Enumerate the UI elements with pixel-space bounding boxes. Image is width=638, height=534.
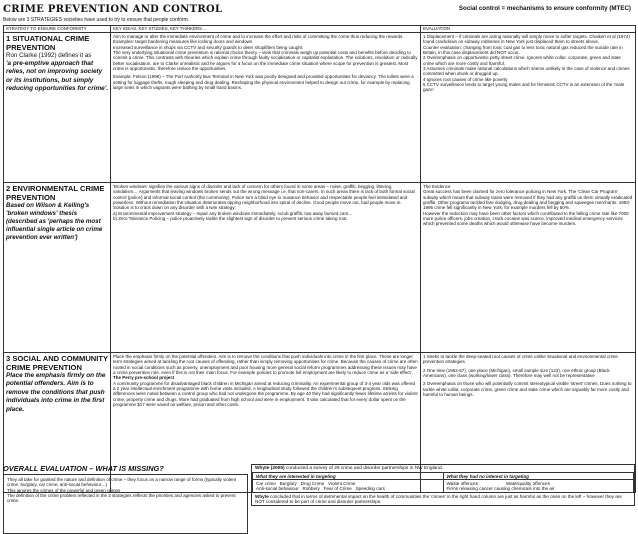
key-idea-paragraph: a) Environmental improvement strategy – repair any broken windows immediately, scrub graffiti, tow away burned cars… <box>113 210 353 216</box>
strategy-quote: Place the emphasis firmly on the potential offenders. Aim is to remove the conditions that push individuals into crime in the first place. <box>6 372 106 413</box>
evaluation-paragraph: 2 Overemphasis on opportunistic petty street crime. Ignores white collar, corporate, green and state crime which are more costly and harmful. <box>423 55 621 66</box>
evaluation-paragraph: 1 Displacement – if criminals are acting rationally will simply move to softer targets. Chaiken et al (1974) found crackdown on subway robberies in New York just displaced them to streets above. <box>423 34 630 45</box>
whyte-right-line: Waste offences Waterquality offences <box>446 480 550 486</box>
whyte-intro-text: conducted a survey of 26 crime and disorder partnerships in NW England. <box>284 466 443 471</box>
evaluation-paragraph: The Evidence <box>423 184 451 189</box>
whyte-conclusion-text: concluded that in terms of detrimental impact on the health of communities the 'crimes' in the right hand column are just as harmful as the ones on the left – however they are NOT considered to be part of crime and disorder partnerships. <box>255 493 622 505</box>
key-ideas-cell <box>111 183 421 353</box>
strategy-name: 3 SOCIAL AND COMMUNITY CRIME PREVENTION <box>6 354 108 372</box>
evaluation-paragraph: 5 CCTV surveillance tends to target young males and for feminists CCTV is an extension of the 'male gaze'. <box>423 82 625 93</box>
whyte-intro-author: Whyte (2005) <box>255 466 285 471</box>
key-idea-paragraph: Examples: target hardening measures like locking doors and windows <box>113 39 253 45</box>
key-idea-paragraph: b) Zero Tolerance Policing – police proactively tackle the slightest sign of disorder to prevent serious crime taking root. <box>113 216 348 222</box>
page-header <box>3 4 635 16</box>
overall-paragraph: They all take for granted the nature and definition of crime – they focus on a narrow range of forms (typically violent crime, burglary, car crime, anti-social behaviour…) <box>7 477 237 488</box>
column-header-strategy: STRATEGY TO ENSURE CONFORMITY <box>4 26 111 33</box>
whyte-left-line: Anti-social behaviour Robbery Fear of Crime Speeding cars <box>256 486 385 492</box>
whyte-study-box <box>251 464 635 506</box>
page-title: CRIME PREVENTION AND CONTROL <box>3 4 223 15</box>
strategy-quote: 'a pre-emptive approach that relies, not on improving society or its institutions, but simply reducing opportunities for crime'. <box>6 60 109 93</box>
whyte-intro <box>252 465 634 472</box>
key-idea-paragraph: 'Broken windows' signifies the various signs of disorder and lack of concern for others found in some areas – noise, graffiti, begging, littering, vandalism… Arguments that leaving windows broken sends out the wrong message i.e. that non-carers. In such areas there is lack of both formal social control (police) and informal social control (the community). Police turn a blind eye to nuisance behavior and respectable people feel intimidated and powerless. Without remediation the situation deteriorates tipping neighborhood into spiral of decline. Good people move out, bad people move in. <box>113 184 415 206</box>
evaluation-cell <box>421 183 636 353</box>
evaluation-paragraph: 1 Seeks to tackle the deep-seated root causes of crime unlike situational and environmental crime prevention strategies. <box>423 354 618 365</box>
strategy-name: 1 SITUATIONAL CRIME PREVENTION <box>6 34 90 52</box>
strategy-cell <box>4 33 111 183</box>
strategy-cell <box>4 183 111 353</box>
key-idea-paragraph: The Perry pre-school project <box>113 375 175 381</box>
key-idea-paragraph: Increased surveillance in shops via CCTV and security guards to deter shoplifters being caught. <box>113 44 304 50</box>
evaluation-paragraph: 2 One time (1962-67), one place (Michigan), small sample size (123), one ethnic group (Black Americans), one class (working/lower class). Therefore may well not be representative <box>423 367 610 379</box>
whyte-left-items <box>253 480 444 493</box>
evaluation-paragraph: Great success has been claimed for zero tolerance policing in New York. The 'Clean Car Program' subway which meant that subway trains were removed if they had any graffiti on them virtually eradicated graffiti. Other programs tackled fare dodging, drug dealing and begging and squeegee merchants. 1993-1996 crime fell significantly in New York, for example murders fell by 50%. <box>423 189 633 211</box>
whyte-conclusion <box>252 493 634 506</box>
table-header-row <box>4 26 636 33</box>
column-header-key-ideas: KEY IDEAS, KEY STUDIES, KEY THINKERS… <box>111 26 421 33</box>
evaluation-paragraph: 3 Assumes criminals make rational calculations which seems unlikely in the case of violence and crimes committed when drunk or drugged up. <box>423 66 630 77</box>
overall-paragraph: The definition of the crime problem reflected in the 3 strategies reflects the priorities and agencies asked to prevent crime. <box>7 493 236 504</box>
key-idea-paragraph: Aim to manage or alter the immediate environment of crime and to increase the effort and risks of committing the crime thus reducing the rewards. <box>113 34 404 39</box>
table-row <box>4 183 636 353</box>
overall-evaluation-title: OVERALL EVALUATION – WHAT IS MISSING? <box>3 464 164 473</box>
strategy-source: Based on Wilson & Kelling's 'broken windows' thesis (described as 'perhaps the most influential single article on crime prevention ever written') <box>6 202 103 241</box>
strategies-table <box>3 25 636 493</box>
evaluation-cell <box>421 33 636 183</box>
table-row <box>4 33 636 183</box>
evaluation-paragraph: However the reduction may have been other factors which contributed to the falling crime rate like 7000 more police officers, jobs creation, crack cocaine was scarce, improved medical emergency services which prevented some deaths which would otherwise have become murders. <box>423 210 629 227</box>
whyte-right-items <box>443 480 634 493</box>
overall-paragraph: This ignores the crimes of the powerful and green crimes <box>7 487 121 493</box>
strategy-name: 2 ENVIRONMENTAL CRIME PREVENTION <box>6 184 105 202</box>
key-ideas-cell <box>111 33 421 183</box>
key-idea-paragraph: The very underlying situational crime prevention is rational choice theory – view that criminals weigh up potential costs and benefits before deciding to commit a crime. This contrasts with theories which explain crime through faulty socialisation or capitalist exploitation. The solutions, revolution or radically better socialisation, are to Clarke unrealistic and he argues for a focus on the immediate crime situation where scope for prevention is greatest. Most crime is opportunistic, therefore reduce the opportunities. <box>113 50 418 72</box>
strategy-source: Ron Clarke (1992) defines it as <box>6 52 92 59</box>
evaluation-paragraph: Counter evaluation: changing from toxic coal gas to less toxic natural gas reduced the suicide rate in Britain, in this case displacement did NOT occur. <box>423 44 623 56</box>
whyte-table <box>252 472 634 493</box>
whyte-left-header: What they are interested in targeting <box>253 473 444 480</box>
evaluation-paragraph: 4 Ignores root causes of crime like poverty <box>423 76 508 82</box>
whyte-conclusion-author: Whyte <box>255 493 269 499</box>
whyte-right-line: Firms releasing cancer causing chemicals into the air <box>446 486 555 492</box>
key-idea-paragraph: Example: Felson (1998) – The Port Authority Bus Terminal in New York was poorly designed and provided opportunities for deviancy. The toilets were a setting for luggage thefts, rough sleeping and drug dealing. Reshaping the physical environment helped to design out crime, for example by replacing large sinks in which vagrants were bathing by small hand basins. <box>113 74 414 91</box>
key-idea-paragraph: A community programme for disadvantaged black children in Michigan aimed at reducing criminality. An experimental group of 3-4 year olds was offered a 2 year intellectual enrichment programme with home visits included. A longitudinal study followed the children's subsequent progress. Striking differences were noted between a control group who had not undergone the programme. By age 40 they had significantly fewer lifetime arrests for violent crime, property crime and drugs. More had graduated from high school and were in employment. It was calculated that for every dollar spent on the programme $17 were saved on welfare, prison and other costs. <box>113 380 418 408</box>
column-header-evaluation: EVALUATION <box>421 26 636 33</box>
key-idea-paragraph: Solution is to crack down on any disorder with a twin strategy: <box>113 205 236 211</box>
page-subtitle: Social control = mechanisms to ensure conformity (MTEC) <box>458 5 631 12</box>
evaluation-paragraph: 2 Overemphasis on those who will potentially commit stereotypical visible 'street' crimes. Does nothing to tackle white collar, corporate crime, green crime and state crime which are arguably far more costly and harmful to human beings. <box>423 381 632 398</box>
intro-text: Below are 3 STRATEGIES societies have used to try to ensure that people conform. <box>3 17 190 23</box>
key-idea-paragraph: Place the emphasis firmly on the potential offenders. Aim is to remove the conditions that push individuals into crime in the first place. These are longer term strategies aimed at tackling the root causes of offending, rather than simply removing opportunities for crime. Because the causes of crime are often rooted in social conditions such as poverty, unemployment and poor housing more general social reform programmes addressing these issues may have a crime prevention role, even if this is not their main focus. For example policies to promote full employment are likely to reduce crime as a 'side effect'. <box>113 354 418 376</box>
overall-evaluation-box <box>3 474 248 534</box>
whyte-left-line: Car crime Burglary Drug Crime Violent Crime <box>256 480 356 486</box>
whyte-right-header: What they had no interest in targeting <box>443 473 634 480</box>
